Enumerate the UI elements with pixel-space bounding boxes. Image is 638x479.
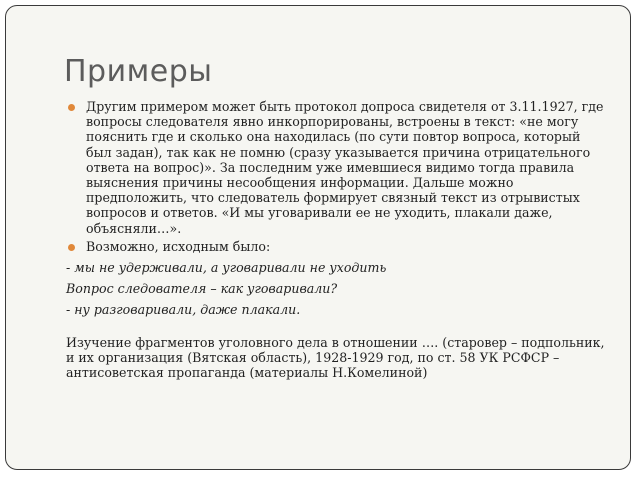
closing-paragraph: Изучение фрагментов уголовного дела в отношении …. (старовер – подпольник, и их организация (Вятская область), 1928-1929 год, по ст. 58 УК РСФСР – антисоветская пропаганда (материалы Н.Комелиной): [66, 334, 605, 381]
bullet-item: [66, 99, 606, 236]
slide-body: [66, 99, 606, 380]
dialogue-line-answer: [66, 260, 606, 275]
bullet-dot-icon: [68, 104, 75, 111]
dialogue-line-reply: - ну разговаривали, даже плакали.: [66, 302, 301, 318]
dialogue-line-question: Вопрос следователя – как уговаривали?: [66, 281, 338, 297]
bullet-text: Другим примером может быть протокол допроса свидетеля от 3.11.1927, где вопросы следователя явно инкорпорированы, встроены в текст: «не могу пояснить где и сколько она находилась (по сути повтор вопроса, который был задан), так как не помню (сразу указывается причина отрицательного ответа на вопрос)». За последним уже имевшиеся видимо тогда правила выяснения причины несообщения информации. Дальше можно предположить, что следователь формирует связный текст из отрывистых вопросов и ответов. «И мы уговаривали ее не уходить, плакали даже, объясняли…».: [86, 99, 604, 236]
bullet-item: [66, 239, 606, 254]
bullet-dot-icon: [68, 244, 75, 251]
slide-title: Примеры: [64, 54, 213, 89]
bullet-text: Возможно, исходным было:: [86, 238, 271, 254]
dialogue-answer-text: мы не удерживали, а уговаривали не уходить: [74, 260, 387, 276]
dialogue-dash: -: [66, 260, 75, 276]
